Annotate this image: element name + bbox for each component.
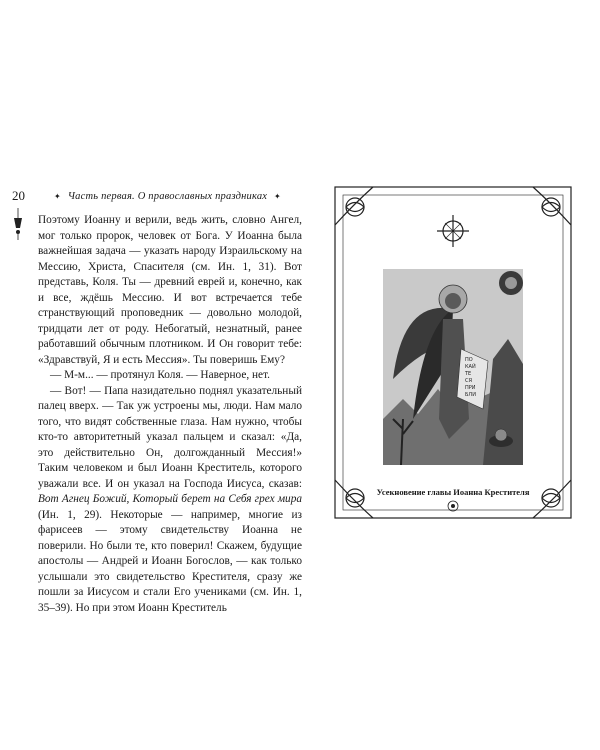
scroll-line: ПРИ xyxy=(465,385,476,391)
header-ornament-icon: ✦ xyxy=(273,192,281,201)
scroll-line: КАЙ xyxy=(465,364,476,370)
illustration-page xyxy=(333,185,573,520)
header-ornament-icon: ✦ xyxy=(54,192,61,201)
scroll-line: ТЕ xyxy=(465,371,472,377)
paragraph: Поэтому Иоанну и верили, ведь жить, словно Ангел, мог только пророк, человек от Бога. У Иоанна была важнейшая задача — указать народу Израильскому на Мессию, Христа, Спасителя (см. Ин. 1, 31). Вот представь, Коля. Ты — древний еврей и, конечно, как и все, ждёшь Мессию. И вот встречается тебе странствующий проповедник — довольно молодой, тридцати лет от роду. Небогатый, незнатный, ранее работавший обычным плотником. И Он говорит тебе: «Здравствуй, Я и есть Мессия». Ты поверишь Ему? xyxy=(38,214,302,366)
running-header xyxy=(50,191,285,202)
page-number: 20 xyxy=(12,188,25,203)
running-header-text: Часть первая. О православных праздниках xyxy=(67,191,268,202)
illustration-caption: Усекновение главы Иоанна Крестителя xyxy=(376,487,530,497)
corner-knot-icon xyxy=(335,187,373,225)
lamp-icon xyxy=(12,208,24,240)
paragraph xyxy=(38,384,302,617)
scroll-line: БЛИ xyxy=(465,392,476,398)
rosette-icon xyxy=(447,500,459,512)
icon-illustration xyxy=(383,269,523,465)
paragraph-text: (Ин. 1, 29). Некоторые — например, многие из фарисеев — этому свидетельству Иоанна не поверили. Но были те, кто поверил! Скажем, будущие апостолы — Андрей и Иоанн Богослов, — как только услышали это свидетельство Крестителя, сразу же пошли за Иисусом и стали Его учениками (см. Ин. 1, 35–39). Но при этом Иоанн Креститель xyxy=(38,508,302,614)
paragraph: — М-м... — протянул Коля. — Наверное, нет. xyxy=(50,369,270,381)
scroll-line: СЯ xyxy=(465,378,472,384)
paragraph-text: — Вот! — Папа назидательно поднял указательный палец вверх. — Так уж устроены мы, люди. Нам мало того, что видят собственные глаза. Нам нужно, чтобы кто-то авторитетный указал пальцем и сказал: «Да, это действительно Он, долгожданный Мессия!» Таким человеком и был Иоанн Креститель, которого уважали все. И он указал на Господа Иисуса, сказав: xyxy=(38,384,302,490)
body-text xyxy=(38,213,302,616)
scripture-quote: Вот Агнец Божий, Который берет на Себя грех мира xyxy=(38,493,302,505)
scroll-line: ПО xyxy=(465,357,473,363)
